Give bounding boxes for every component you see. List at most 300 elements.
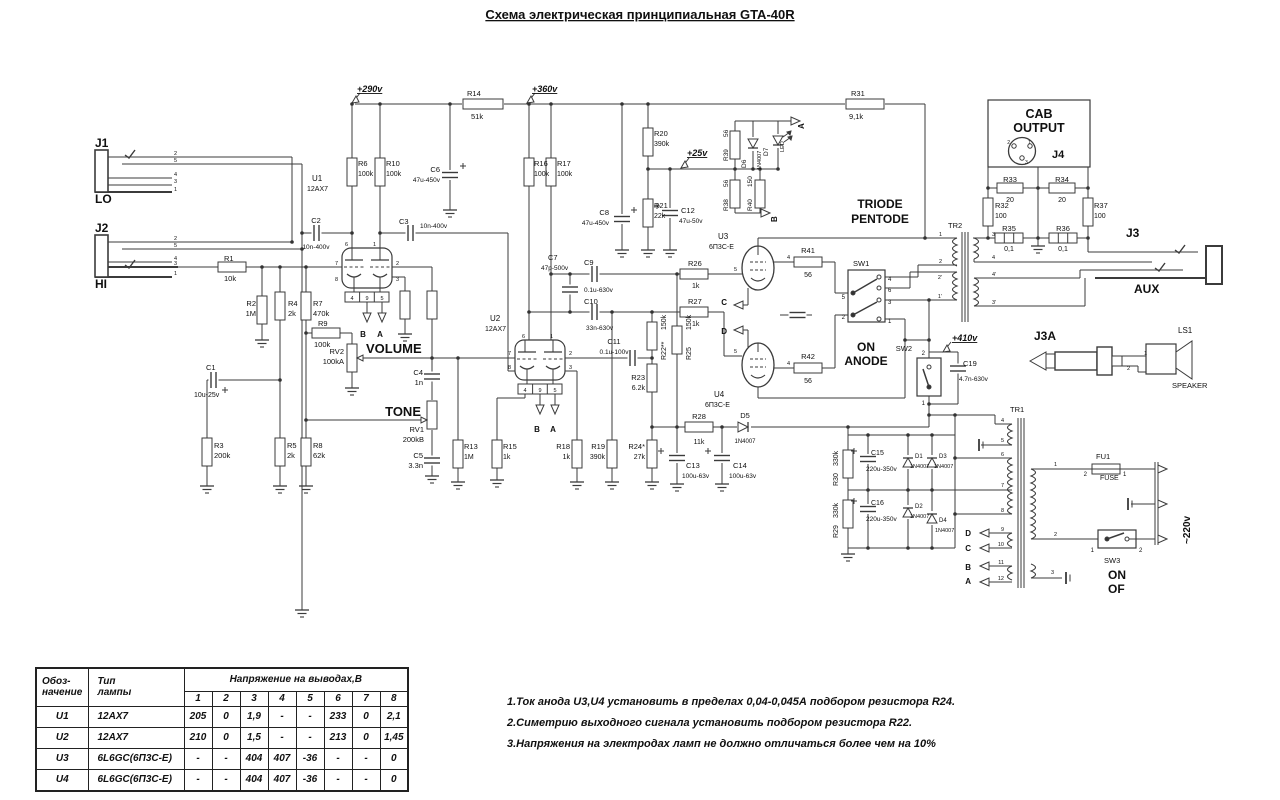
- resistor-r40: [755, 180, 765, 208]
- plus-sign: [460, 163, 466, 169]
- label-pins-u3-1: 4: [787, 255, 791, 261]
- junction-dot: [278, 265, 282, 269]
- arrow-left-icon: [980, 562, 989, 570]
- junction-dot: [927, 402, 931, 406]
- label-components-r23-value: 6.2k: [631, 385, 645, 392]
- label-pins-sw2-0: 2: [921, 351, 925, 357]
- diode-d6: [747, 137, 759, 151]
- junction-dot: [846, 425, 850, 429]
- label-components-c8-value: 47u-450v: [581, 220, 609, 227]
- capacitor-c8: [613, 214, 631, 224]
- label-pins-u1-0: 6: [344, 242, 348, 248]
- table-pin-header: 3: [240, 691, 268, 706]
- label-letters-b: B: [360, 330, 366, 339]
- label-pins-u1-1: 1: [372, 242, 376, 248]
- table-cell: 233: [324, 706, 352, 727]
- label-components-c3-value: 10n-400v: [420, 223, 448, 230]
- label-components-r34-ref: R34: [1055, 175, 1069, 184]
- label-components-r40-value: 150: [747, 176, 754, 187]
- table-cell: 407: [268, 748, 296, 769]
- resistor-r9: [312, 328, 340, 338]
- label-pins-tr1-left-4: 8: [1000, 508, 1004, 514]
- label-components-d3-ref: D3: [939, 454, 947, 460]
- label-components-r4-ref: R4: [288, 299, 298, 308]
- label-components-r17-ref: R17: [557, 159, 571, 168]
- label-components-r14-ref: R14: [467, 89, 481, 98]
- plus-sign: [631, 207, 637, 213]
- label-pins-u2-2: 7: [507, 351, 511, 357]
- table-pin-header: 8: [380, 691, 408, 706]
- label-components-fu1-ref: FU1: [1096, 452, 1111, 461]
- junction-dot: [733, 167, 737, 171]
- label-pins-tr1-right-2: 3: [1051, 570, 1055, 576]
- label-components-r15-value: 1k: [503, 454, 511, 461]
- ground-icon: [255, 340, 269, 347]
- label-texts-cab2: OUTPUT: [1013, 121, 1065, 135]
- capacitor-c5: [423, 456, 441, 466]
- junction-dot: [304, 265, 308, 269]
- label-pins-u1-2: 7: [334, 261, 338, 267]
- label-components-r8-ref: R8: [313, 441, 323, 450]
- label-components-c12-value: 47u-50v: [679, 218, 703, 225]
- label-pins-u4-0: 5: [733, 349, 737, 355]
- table-cell: 12AX7: [88, 727, 184, 748]
- label-components-r14-value: 51k: [471, 112, 484, 121]
- label-components-r31-value: 9,1k: [849, 112, 864, 121]
- label-components-r22-value: 150k: [661, 314, 668, 330]
- jack-j1: [95, 150, 108, 192]
- label-components-r42-ref: R42: [801, 352, 815, 361]
- table-cell: -36: [296, 748, 324, 769]
- voltage-arrow-icon: [527, 93, 535, 103]
- label-components-r28-ref: R28: [692, 412, 706, 421]
- junction-dot: [668, 167, 672, 171]
- label-components-r7-value: 470k: [313, 309, 330, 318]
- junction-dot: [527, 102, 531, 106]
- label-components-rv1-ref: RV1: [409, 425, 424, 434]
- plus-sign: [705, 448, 711, 454]
- resistor-r27: [680, 307, 708, 317]
- ground-icon: [200, 486, 214, 493]
- label-pins-j2-1: 5: [174, 243, 178, 249]
- label-components-d1-ref: D1: [915, 454, 923, 460]
- label-components-r24-value: 27k: [633, 454, 645, 461]
- label-components-r42-value: 56: [804, 378, 812, 385]
- ground-icon: [299, 486, 313, 493]
- label-components-d6-value: 1N4007: [757, 150, 763, 170]
- label-components-d2-value: 1N4007: [910, 514, 930, 520]
- label-components-c14-ref: C14: [733, 461, 747, 470]
- label-components-j4-ref: J4: [1052, 149, 1065, 161]
- label-components-r25-value: 150k: [686, 314, 693, 330]
- jack-j3: [1206, 246, 1222, 284]
- label-pins-u2-7: 9: [538, 388, 542, 394]
- junction-dot: [776, 167, 780, 171]
- ground-icon: [451, 482, 465, 489]
- junction-dot: [650, 425, 654, 429]
- label-components-c3-ref: C3: [399, 217, 409, 226]
- label-pins-j2-4: 1: [174, 271, 178, 277]
- label-letters-b: B: [534, 425, 540, 434]
- label-pins-sw3-0: 1: [1090, 548, 1094, 554]
- resistor-r1: [218, 262, 246, 272]
- label-pins-u2-4: 8: [507, 365, 511, 371]
- symbols: [95, 93, 1222, 617]
- table-cell: 6L6GC(6П3С-Е): [88, 748, 184, 769]
- resistor-r29: [843, 500, 853, 528]
- label-components-r27-value: 1k: [692, 321, 700, 328]
- junction-dot: [986, 236, 990, 240]
- label-components-tr1-ref: TR1: [1010, 405, 1025, 414]
- ground-icon: [273, 486, 287, 493]
- label-pins-j1-4: 1: [174, 187, 178, 193]
- table-header-voltages: Напряжение на выводах,В: [184, 668, 408, 691]
- label-texts-triode: TRIODE: [857, 197, 903, 211]
- resistor-r31: [846, 99, 884, 109]
- junction-dot: [866, 546, 870, 550]
- junction-dot: [930, 433, 934, 437]
- table-cell: 12AX7: [88, 706, 184, 727]
- junction-dot: [903, 338, 907, 342]
- label-components-d7-value: LED: [780, 141, 786, 152]
- junction-dot: [866, 433, 870, 437]
- junction-dot: [568, 310, 572, 314]
- capacitor-c1: [209, 371, 219, 389]
- label-components-r35-ref: R35: [1002, 224, 1016, 233]
- label-components-r26-value: 1k: [692, 283, 700, 290]
- ground-icon: [425, 476, 439, 483]
- junction-dot: [378, 102, 382, 106]
- label-components-r30-ref: R30: [833, 473, 840, 486]
- winding: [1008, 458, 1013, 514]
- label-pins-tr2-right-3: 3': [992, 300, 997, 306]
- table-cell: U3: [36, 748, 88, 769]
- label-pins-tr1-left-1: 5: [1000, 438, 1004, 444]
- note-line: 3.Напряжения на электродах ламп не должно отличаться более чем на 10%: [507, 738, 936, 750]
- label-components-r26-ref: R26: [688, 259, 702, 268]
- label-components-c10-value: 33n-630v: [586, 325, 614, 332]
- junction-dot: [568, 272, 572, 276]
- label-components-r16-value: 100k: [534, 171, 550, 178]
- resistor-r15: [492, 440, 502, 468]
- label-components-c15-ref: C15: [871, 450, 884, 457]
- label-components-d1-value: 1N4007: [910, 464, 930, 470]
- label-pins-sw1-2: 3: [888, 300, 892, 306]
- table-cell: 0: [380, 748, 408, 769]
- label-pins-sw1-3: 1: [888, 319, 892, 325]
- winding: [974, 278, 979, 306]
- chassis-icon: [1066, 572, 1070, 584]
- table-cell: -: [296, 727, 324, 748]
- label-components-c19-value: 4.7n-630v: [959, 376, 988, 383]
- label-components-c6-value: 47u-450v: [412, 177, 440, 184]
- tube-u3: [742, 246, 774, 290]
- table-pin-header: 2: [212, 691, 240, 706]
- label-components-c1-value: 10u-25v: [194, 392, 220, 399]
- table-cell: 1,9: [240, 706, 268, 727]
- tube-u2: [515, 340, 565, 394]
- ground-icon: [1031, 246, 1045, 253]
- capacitor-c11: [628, 349, 638, 367]
- table-cell: -: [352, 769, 380, 791]
- table-header-designation: Обоз- начение: [36, 668, 88, 706]
- junction-dot: [866, 488, 870, 492]
- switch-sw2: [917, 358, 941, 396]
- resistor-r34: [1049, 183, 1075, 193]
- capacitor-c14: [713, 453, 731, 463]
- table-cell: 1,5: [240, 727, 268, 748]
- junction-dot: [923, 236, 927, 240]
- label-components-r28-value: 11k: [693, 439, 705, 446]
- label-pins-tr1-left-2: 6: [1000, 452, 1004, 458]
- junction-dot: [646, 167, 650, 171]
- label-components-c15-value: 220u-350v: [866, 466, 897, 473]
- note-line: 1.Ток анода U3,U4 установить в пределах 0,04-0,045А подбором резистора R24.: [507, 696, 956, 708]
- label-texts-v410: +410v: [952, 333, 978, 343]
- label-components-r20-ref: R20: [654, 129, 668, 138]
- junction-dot: [350, 102, 354, 106]
- label-components-c12-ref: C12: [681, 206, 695, 215]
- capacitor-c2: [312, 224, 322, 242]
- label-components-u1-ref: U1: [312, 174, 323, 183]
- junction-dot: [1036, 186, 1040, 190]
- ground-icon: [670, 484, 684, 491]
- label-components-c10-ref: C10: [584, 297, 598, 306]
- ground-icon: [615, 250, 629, 257]
- arrow-left-icon: [734, 301, 743, 309]
- label-letters-d: D: [965, 529, 971, 538]
- table-cell: U4: [36, 769, 88, 791]
- junction-dot: [906, 433, 910, 437]
- label-components-d4-value: 1N4007: [935, 528, 955, 534]
- resistor-r18: [572, 440, 582, 468]
- label-components-rv2-ref: RV2: [329, 347, 344, 356]
- label-pins-j4-1: 1: [1028, 140, 1031, 146]
- ground-icon: [645, 482, 659, 489]
- resistor-r30: [843, 450, 853, 478]
- junction-dot: [260, 265, 264, 269]
- resistor-r36: [1049, 233, 1077, 243]
- label-components-c19-ref: C19: [963, 359, 977, 368]
- label-components-c16-ref: C16: [871, 500, 884, 507]
- winding: [1008, 533, 1013, 547]
- label-pins-tr1-left-6: 10: [997, 542, 1004, 548]
- label-letters-a: A: [550, 425, 556, 434]
- label-pins-j2-0: 2: [174, 236, 178, 242]
- label-components-r35-value: 0,1: [1004, 246, 1014, 253]
- label-pins-sw2-1: 1: [921, 401, 925, 407]
- ground-icon: [663, 250, 677, 257]
- label-pins-tr1-left-0: 4: [1000, 418, 1004, 424]
- label-pins-tr1-left-7: 11: [998, 560, 1004, 566]
- label-components-j2-value: HI: [95, 277, 107, 291]
- label-pins-tr2-right-2: 4': [992, 272, 997, 278]
- label-texts-power-on: ON: [1108, 568, 1126, 582]
- label-pins-u1-3: 2: [396, 261, 400, 267]
- table-cell: 0: [352, 727, 380, 748]
- junction-dot: [927, 338, 931, 342]
- resistor-r11: [400, 291, 410, 319]
- plus-sign: [222, 387, 228, 393]
- junction-dot: [448, 102, 452, 106]
- label-components-u4-value: 6П3С-Е: [705, 402, 730, 409]
- label-letters-c: C: [965, 544, 971, 553]
- label-components-r24-ref: R24*: [628, 442, 645, 451]
- table-cell: U1: [36, 706, 88, 727]
- junction-dot: [620, 102, 624, 106]
- junction-dot: [278, 378, 282, 382]
- junction-dot: [304, 418, 308, 422]
- table-pin-header: 6: [324, 691, 352, 706]
- label-components-c2-ref: C2: [311, 216, 321, 225]
- label-components-r33-value: 20: [1006, 197, 1014, 204]
- capacitor-c9: [590, 265, 600, 283]
- table-cell: -: [184, 748, 212, 769]
- label-components-fu1-value: FUSE: [1100, 475, 1119, 482]
- label-components-r13-value: 1M: [464, 454, 474, 461]
- label-components-sw1-ref: SW1: [853, 259, 870, 268]
- capacitor-c6: [441, 170, 459, 180]
- label-pins-u1-5: 3: [396, 277, 400, 283]
- label-pins-sw3-1: 2: [1139, 548, 1143, 554]
- arrow-left-icon: [980, 529, 989, 537]
- label-components-u3-value: 6П3С-Е: [709, 244, 734, 251]
- table-cell: 213: [324, 727, 352, 748]
- junction-dot: [1086, 186, 1090, 190]
- junction-dot: [720, 425, 724, 429]
- resistor-r6: [347, 158, 357, 186]
- winding: [953, 238, 958, 266]
- resistor-r33: [997, 183, 1023, 193]
- label-components-r36-ref: R36: [1056, 224, 1070, 233]
- winding: [953, 272, 958, 300]
- label-components-r25-ref: R25: [686, 347, 693, 360]
- label-components-r6-ref: R6: [358, 159, 368, 168]
- label-components-r7-ref: R7: [313, 299, 323, 308]
- label-components-j1-ref: J1: [95, 136, 109, 150]
- wiper-rv2: [357, 355, 363, 361]
- label-pins-tr1-left-5: 9: [1000, 527, 1004, 533]
- capacitor-c3: [406, 224, 416, 242]
- label-components-d5-ref: D5: [740, 411, 750, 420]
- table-row: [36, 706, 408, 727]
- label-letters-b: B: [770, 216, 779, 222]
- label-components-r2-ref: R2: [246, 299, 256, 308]
- junction-dot: [300, 231, 304, 235]
- label-components-d7-ref: D7: [763, 147, 770, 156]
- table-cell: 404: [240, 748, 268, 769]
- junction-dot: [927, 413, 931, 417]
- table-cell: 407: [268, 769, 296, 791]
- label-components-d2-ref: D2: [915, 504, 923, 510]
- resistor-r32: [983, 198, 993, 226]
- junction-dot: [906, 488, 910, 492]
- label-pins-u2-0: 6: [521, 334, 525, 340]
- arrow-right-icon: [1158, 535, 1167, 543]
- resistor-r22: [647, 322, 657, 350]
- junction-dot: [930, 488, 934, 492]
- xlr-j4: [1009, 138, 1036, 165]
- label-components-r19-value: 390k: [589, 454, 605, 461]
- label-components-r4-value: 2k: [288, 309, 296, 318]
- resistor-r13: [453, 440, 463, 468]
- label-components-r8-value: 62k: [313, 451, 326, 460]
- label-pins-j1-1: 5: [174, 158, 178, 164]
- led-arrows-icon: [783, 131, 792, 142]
- label-components-r10-value: 100k: [386, 171, 402, 178]
- label-components-sw2-ref: SW2: [895, 344, 912, 353]
- table-row: [36, 748, 408, 769]
- junction-dot: [646, 102, 650, 106]
- label-title: Схема электрическая принципиальная GTA-40R: [485, 7, 795, 22]
- tube-u4: [742, 343, 774, 387]
- label-pins-u2-8: 5: [553, 388, 557, 394]
- table-row: [36, 727, 408, 748]
- capacitor-bias-cap: [789, 310, 807, 320]
- fuse-fu1: [1092, 464, 1120, 474]
- label-pins-j1-3: 3: [174, 179, 178, 185]
- ground-icon: [443, 210, 457, 217]
- switch-sw3: [1098, 530, 1136, 548]
- label-components-r5-ref: R5: [287, 441, 297, 450]
- label-components-r9-value: 100k: [314, 340, 331, 349]
- arrow-down-icon: [536, 405, 544, 414]
- resistor-r8: [301, 438, 311, 466]
- table-cell: 0: [212, 706, 240, 727]
- ground-icon: [641, 250, 655, 257]
- junction-dot: [953, 413, 957, 417]
- resistor-r16: [524, 158, 534, 186]
- label-pins-tr1-left-3: 7: [1000, 483, 1004, 489]
- label-components-r29-value: 330k: [833, 502, 840, 518]
- label-pins-sw1-1: 6: [888, 288, 892, 294]
- label-pins-u1-4: 8: [334, 277, 338, 283]
- label-components-c16-value: 220u-350v: [866, 516, 897, 523]
- table-cell: -: [268, 727, 296, 748]
- label-texts-volume: VOLUME: [366, 341, 422, 356]
- resistor-r24: [647, 440, 657, 468]
- resistor-r7: [301, 292, 311, 320]
- label-components-d3-value: 1N4007: [934, 464, 954, 470]
- arrow-right-icon: [1158, 500, 1167, 508]
- table-cell: 0: [212, 727, 240, 748]
- label-letters-d: D: [721, 327, 727, 336]
- label-pins-j2-2: 4: [174, 256, 178, 262]
- table-cell: 205: [184, 706, 212, 727]
- label-pins-u4-1: 4: [787, 361, 791, 367]
- label-components-r18-ref: R18: [556, 442, 570, 451]
- label-components-u4-ref: U4: [714, 390, 725, 399]
- label-components-tr2-ref: TR2: [948, 221, 963, 230]
- label-components-sw3-ref: SW3: [1104, 556, 1121, 565]
- label-components-r37-value: 100: [1094, 213, 1106, 220]
- label-components-r21-value: 22k: [654, 213, 666, 220]
- table-cell: -: [212, 748, 240, 769]
- junction-dot: [304, 331, 308, 335]
- label-components-r2-value: 1M: [245, 309, 256, 318]
- winding: [1008, 424, 1013, 445]
- table-pin-header: 7: [352, 691, 380, 706]
- label-components-r3-ref: R3: [214, 441, 224, 450]
- junction-dot: [751, 167, 755, 171]
- ground-icon: [398, 334, 412, 341]
- resistor-r39: [730, 131, 740, 159]
- resistor-r21: [643, 199, 653, 227]
- junction-dot: [527, 310, 531, 314]
- resistor-r42: [794, 363, 822, 373]
- label-components-j2-ref: J2: [95, 221, 109, 235]
- ground-icon: [715, 484, 729, 491]
